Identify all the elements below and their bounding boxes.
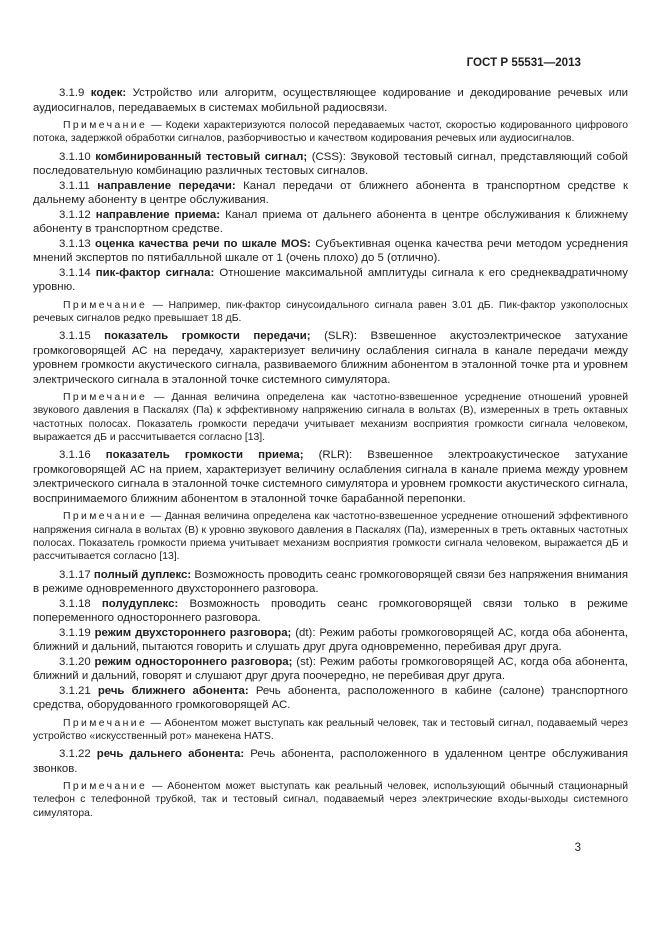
term-number: 3.1.11 (59, 179, 98, 192)
term-text: Канал передачи от ближнего абонента в транспортном средстве к дальнему абоненту в центре обслуживания. (33, 179, 628, 207)
term-number: 3.1.16 (59, 449, 106, 462)
note (33, 717, 628, 744)
note (33, 391, 628, 444)
term-name: оценка качества речи по шкале MOS: (95, 237, 311, 250)
term-name: речь дальнего абонента: (96, 748, 245, 761)
term-definition (33, 747, 628, 776)
term-text: Субъективная оценка качества речи методом усреднения мнений экспертов по пятибалльной шкале от 1 (очень плохо) до 5 (отлично). (33, 237, 628, 265)
note (33, 299, 628, 326)
term-number: 3.1.19 (59, 626, 95, 639)
term-text: (CSS): Звуковой тестовый сигнал, представляющий собой последовательную комбинацию различных тестовых сигналов. (33, 150, 628, 178)
term-number: 3.1.10 (59, 150, 96, 163)
term-text: Возможность проводить сеанс громкоговорящей связи без напряжения внимания в режиме одновременного двухстороннего разговора. (33, 568, 628, 596)
note-dash: — (147, 392, 172, 404)
term-name: направление передачи: (97, 179, 236, 192)
note (33, 510, 628, 563)
term-definition (33, 179, 628, 208)
term-number: 3.1.14 (59, 266, 96, 279)
running-header-doc-code: ГОСТ Р 55531—2013 (466, 56, 581, 69)
term-text: Отношение максимальной амплитуды сигнала к его среднеквадратичному уровню. (33, 266, 628, 294)
note-label: Примечание (63, 392, 148, 404)
page-number: 3 (574, 842, 581, 854)
term-name: показатель громкости передачи; (104, 330, 311, 343)
note-text: Кодеки характеризуются полосой передаваемых частот, скоростью кодированного цифрового потока, задержкой обработки сигналов, разборчивостью и качеством кодирования речевых или аудиосигналов. (33, 120, 628, 145)
term-text: Речь абонента, расположенного в кабине (салоне) транспортного средства, оборудованного громкоговорящей АС. (33, 684, 628, 712)
term-definition (33, 684, 628, 713)
note-label: Примечание (63, 781, 148, 793)
term-name: речь ближнего абонента: (97, 684, 249, 697)
term-definition (33, 208, 628, 237)
note-text: Абонентом может выступать как реальный человек, так и тестовый сигнал, подаваемый через устройство «искусственный рот» манекена HATS. (33, 717, 628, 742)
term-name: режим одностороннего разговора; (94, 655, 293, 668)
note-text: Например, пик-фактор синусоидального сигнала равен 3.01 дБ. Пик-фактор узкополосных речевых сигналов редко превышает 18 дБ. (33, 299, 628, 324)
note-dash: — (147, 717, 165, 729)
term-definition (33, 266, 628, 295)
term-definition (33, 237, 628, 266)
term-number: 3.1.20 (59, 655, 95, 668)
term-text: (RLR): Взвешенное электроакустическое затухание громкоговорящей АС на прием, характеризует величину ослабления сигнала в канале приема между уровнем электрического сигнала в эталонной точке системного симулятора и уровнем громкости акустического сигнала, воспринимаемого ближним абонентом в эталонной точке барабанной перепонки. (33, 449, 628, 505)
note-label: Примечание (63, 717, 148, 729)
term-text: Речь абонента, расположенного в удаленном центре обслуживания звонков. (33, 748, 628, 775)
term-number: 3.1.15 (59, 330, 105, 343)
term-number: 3.1.13 (59, 237, 96, 250)
term-text: Устройство или алгоритм, осуществляющее кодирование и декодирование речевых или аудиосигналов, передаваемых в системах мобильной радиосвязи. (33, 87, 628, 114)
note-text: Абонентом может выступать как реальный человек, использующий обычный стационарный телефон с телефонной трубкой, так и тестовый сигнал, подаваемый через электрические входы-выходы системного симулятора. (33, 781, 628, 819)
term-text: (st): Режим работы громкоговорящей АС, когда оба абонента, ближний и дальний, говорят и слушают друг друга поочередно, не перебивая друг друга. (33, 655, 628, 683)
content (33, 86, 628, 824)
term-definition (33, 626, 628, 655)
note-label: Примечание (63, 120, 148, 131)
note (33, 119, 628, 146)
term-definition (33, 597, 628, 626)
note-label: Примечание (63, 511, 148, 523)
term-number: 3.1.22 (59, 748, 97, 761)
term-text: Канал приема от дальнего абонента в центре обслуживания к ближнему абоненту в транспортном средстве. (33, 208, 628, 236)
term-name: режим двухстороннего разговора; (94, 626, 292, 639)
note-dash: — (147, 511, 165, 523)
term-number: 3.1.21 (59, 684, 98, 697)
term-text: (dt): Режим работы громкоговорящей АС, когда оба абонента, ближний и дальний, пытаются говорить и слушать друг друга одновременно, перебивая друг друга. (33, 626, 628, 654)
note-dash: — (147, 781, 168, 793)
term-number: 3.1.18 (59, 597, 102, 610)
term-name: пик-фактор сигнала: (95, 266, 215, 279)
term-number: 3.1.9 (59, 87, 91, 99)
term-name: направление приема: (95, 208, 221, 221)
note-dash: — (147, 299, 169, 311)
note-text: Данная величина определена как частотно-взвешенное усреднение отношений уровней звукового давления в Паскалях (Па) к эффективному напряжению сигнала в вольтах (В), измеренных в треть октавных частотных полосах. Показатель громкости передачи учитывает механизм восприятия громкости сигнала человеком, выражается дБ и рассчитывается согласно [13]. (33, 392, 628, 444)
term-name: кодек: (90, 87, 127, 99)
note (33, 780, 628, 820)
term-definition (33, 568, 628, 597)
term-definition (33, 448, 628, 506)
term-definition (33, 329, 628, 387)
term-definition (33, 655, 628, 684)
term-name: полудуплекс: (101, 597, 179, 610)
note-label: Примечание (63, 299, 148, 311)
term-name: полный дуплекс: (93, 568, 192, 581)
term-number: 3.1.12 (59, 208, 96, 221)
term-text: Возможность проводить сеанс громкоговорящей связи только в режиме попеременного одностороннего разговора. (33, 597, 628, 625)
note-text: Данная величина определена как частотно-взвешенное усреднение отношений эффективного напряжения сигнала в вольтах (В) к уровню звукового давления в Паскалях (Па), измеренных в треть октавных частотных полосах. Показатель громкости приема учитывает механизм восприятия громкости сигнала человеком, выражается дБ и рассчитывается согласно [13]. (33, 511, 628, 563)
term-definition (33, 150, 628, 179)
term-definition (33, 86, 628, 115)
term-number: 3.1.17 (59, 568, 94, 581)
term-name: показатель громкости приема; (105, 449, 304, 462)
note-dash: — (147, 120, 166, 131)
term-name: комбинированный тестовый сигнал; (95, 150, 308, 163)
term-text: (SLR): Взвешенное акустоэлектрическое затухание громкоговорящей АС на передачу, характеризует величину ослабления сигнала в канале передачи между уровнем громкости акустического сигнала, развиваемого ближним абонентом в эталонной точке рта и уровнем электрического сигнала в эталонной точке системного симулятора. (33, 330, 628, 386)
